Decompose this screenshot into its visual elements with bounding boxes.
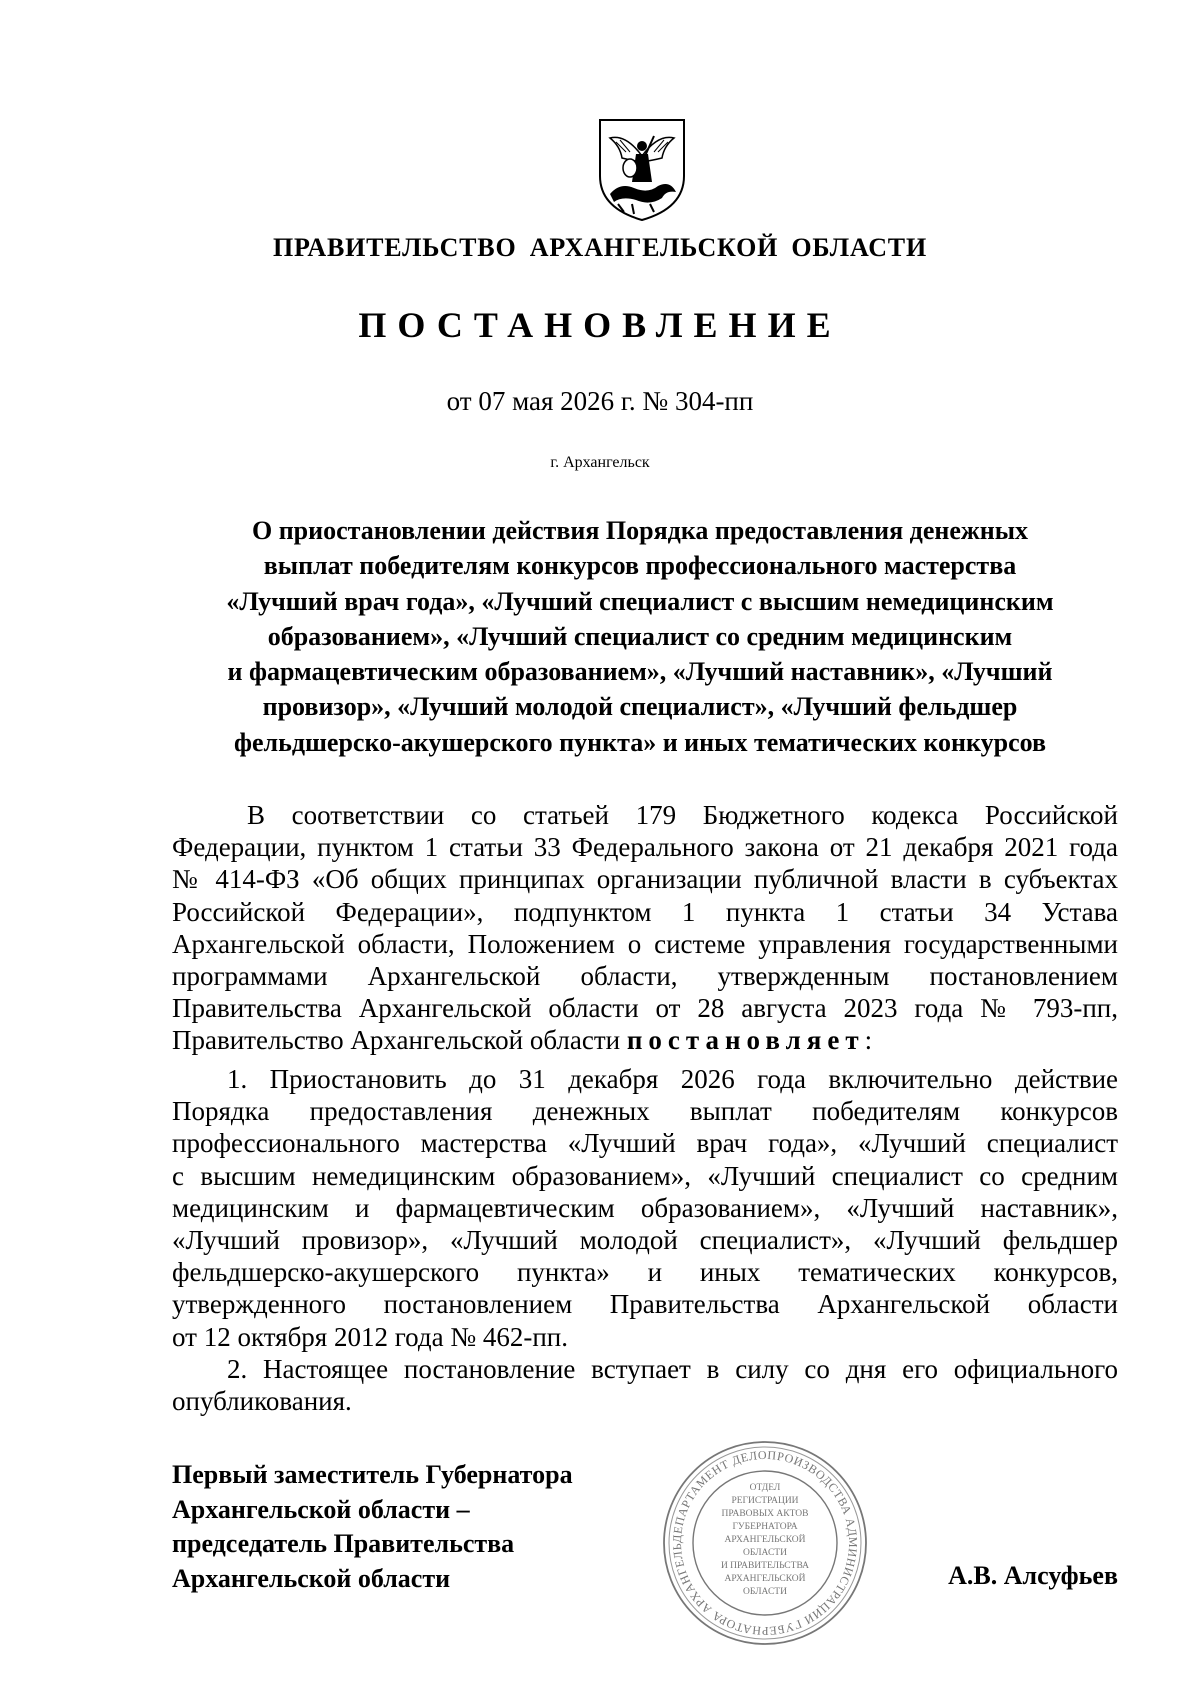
text-line: В соответствии со статьей 179 Бюджетного кодекса Российской [247, 800, 1118, 830]
seal-inner-line: И ПРАВИТЕЛЬСТВА [720, 1561, 810, 1571]
seal-inner-line: ГУБЕРНАТОРА [732, 1522, 798, 1532]
text-line: 2. Настоящее постановление вступает в силу со дня его официального [227, 1354, 1118, 1384]
seal-inner-line: ОБЛАСТИ [743, 1587, 787, 1597]
date-and-number: от 07 мая 2026 г. № 304-пп [446, 386, 754, 416]
position-line: Архангельской области [172, 1563, 451, 1593]
text-line: фельдшерско-акушерского пункта» и иных тематических конкурсов, [172, 1257, 1118, 1288]
seal-inner-line: ПРАВОВЫХ АКТОВ [721, 1509, 809, 1519]
seal-outer-text: ДЕПАРТАМЕНТ ДЕЛОПРОИЗВОДСТВА АДМИНИСТРАЦИИ ГУБЕРНАТОРА АРХАНГЕЛЬ [669, 1447, 861, 1639]
text-fragment: Правительство Архангельской области [172, 1025, 621, 1056]
text-line: Российской Федерации», подпунктом 1 пункта 1 статьи 34 Устава [172, 896, 1118, 927]
text-line: медицинским и фармацевтическим образованием», «Лучший наставник», [172, 1192, 1118, 1223]
seal-inner-line: РЕГИСТРАЦИИ [731, 1496, 799, 1506]
text-line: Федерации, пунктом 1 статьи 33 Федерального закона от 21 декабря 2021 года [172, 832, 1118, 863]
text-line: опубликования. [172, 1386, 352, 1417]
organization-name: ПРАВИТЕЛЬСТВО АРХАНГЕЛЬСКОЙ ОБЛАСТИ [273, 233, 927, 262]
title-line: выплат победителям конкурсов профессионального мастерства [263, 551, 1017, 581]
city-name: г. Архангельск [550, 454, 650, 471]
title-line: фельдшерско-акушерского пункта» и иных тематических конкурсов [233, 727, 1047, 757]
text-line: «Лучший провизор», «Лучший молодой специалист», «Лучший фельдшер [172, 1225, 1118, 1256]
text-line: от 12 октября 2012 года № 462-пп. [172, 1321, 568, 1352]
position-line: Первый заместитель Губернатора [172, 1460, 573, 1489]
text-line: 1. Приостановить до 31 декабря 2026 года включительно действие [227, 1064, 1118, 1094]
seal-inner-line: ОТДЕЛ [749, 1483, 781, 1493]
text-line: № 414-ФЗ «Об общих принципах организации публичной власти в субъектах [172, 864, 1118, 895]
text-line: Архангельской области, Положением о системе управления государственными [172, 928, 1118, 959]
text-line: Правительства Архангельской области от 28 августа 2023 года № 793-пп, [172, 993, 1118, 1024]
official-seal-stamp [660, 1438, 870, 1648]
seal-inner-line: АРХАНГЕЛЬСКОЙ [724, 1535, 806, 1545]
seal-inner-line: ОБЛАСТИ [743, 1548, 787, 1558]
resolves-word: постановляет [626, 1025, 865, 1056]
coat-of-arms-icon [596, 116, 688, 223]
item-2-paragraph [172, 1353, 1118, 1417]
text-line: профессионального мастерства «Лучший врач года», «Лучший специалист [172, 1128, 1118, 1159]
title-line: провизор», «Лучший молодой специалист», «Лучший фельдшер [262, 692, 1018, 722]
title-line: и фармацевтическим образованием», «Лучший наставник», «Лучший [227, 657, 1053, 687]
preamble-paragraph [172, 799, 1118, 1057]
text-line: Порядка предоставления денежных выплат победителям конкурсов [172, 1096, 1118, 1127]
resolves-colon: : [864, 1025, 873, 1056]
text-line: утвержденного постановлением Правительства Архангельской области [172, 1289, 1118, 1320]
item-1-paragraph [172, 1063, 1118, 1353]
document-type: ПОСТАНОВЛЕНИЕ [358, 305, 842, 345]
text-line: с высшим немедицинским образованием», «Лучший специалист со средним [172, 1160, 1118, 1191]
title-line: «Лучший врач года», «Лучший специалист с высшим немедицинским [226, 586, 1054, 616]
seal-inner-line: АРХАНГЕЛЬСКОЙ [724, 1574, 806, 1584]
signatory-position [172, 1458, 573, 1596]
signatory-name: А.В. Алсуфьев [948, 1561, 1118, 1590]
title-line: О приостановлении действия Порядка предоставления денежных [251, 516, 1029, 545]
position-line: Архангельской области – [172, 1494, 470, 1524]
title-line: образованием», «Лучший специалист со средним медицинским [267, 621, 1013, 651]
position-line: председатель Правительства [172, 1529, 515, 1558]
text-line: программами Архангельской области, утвержденным постановлением [172, 961, 1118, 992]
text-line [172, 1024, 1118, 1056]
document-title [170, 513, 1110, 760]
